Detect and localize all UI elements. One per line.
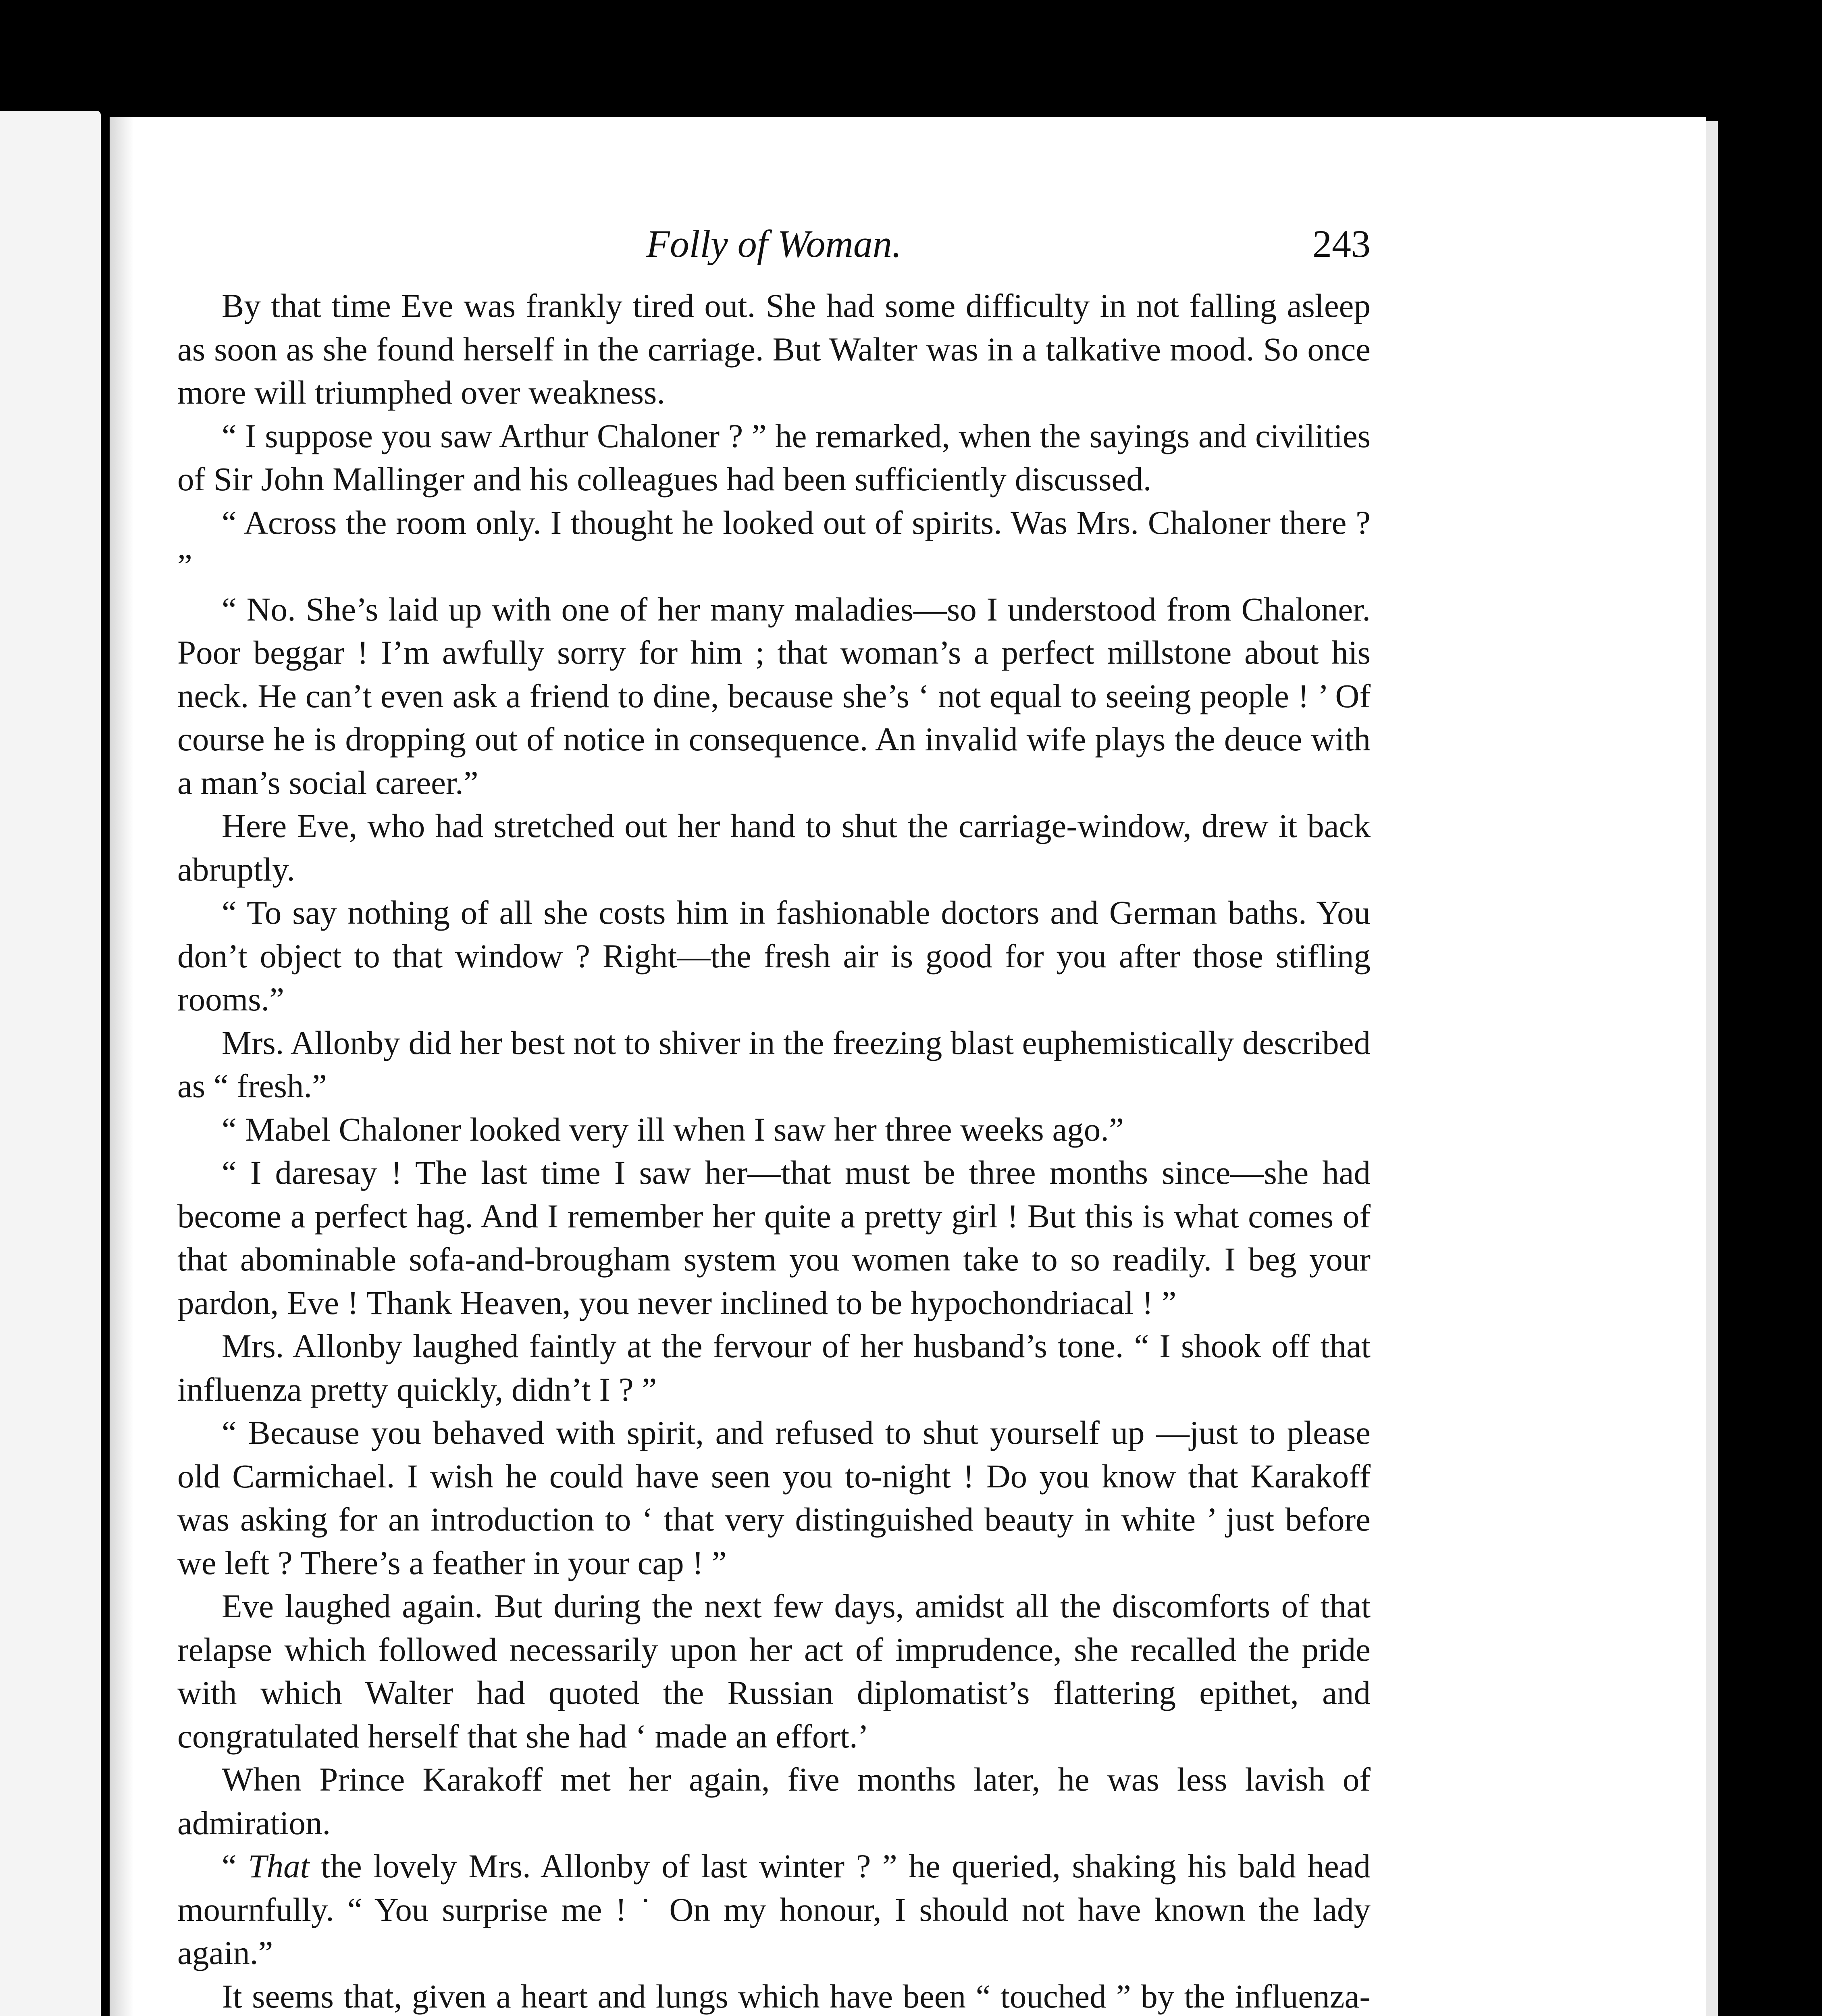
body-text xyxy=(177,284,1371,2016)
paragraph: Eve laughed again. But during the next few days, amidst all the discomforts of that relapse which followed necessarily upon her act of imprudence, she recalled the pride with which Walter had quoted the Russian diplomatist’s flattering epithet, and congratulated herself that she had ‘ made an effort.’ xyxy=(177,1587,1371,1755)
paragraph: Here Eve, who had stretched out her hand to shut the carriage-window, drew it back abruptly. xyxy=(177,807,1371,888)
paragraph: “ I suppose you saw Arthur Chaloner ? ” he remarked, when the sayings and civilities of Sir John Mallinger and his colleagues had been sufficiently discussed. xyxy=(177,417,1371,498)
running-title: Folly of Woman. xyxy=(646,222,902,265)
paragraph-that xyxy=(177,1845,1371,1975)
paragraph: “ Across the room only. I thought he looked out of spirits. Was Mrs. Chaloner there ? ” xyxy=(177,504,1371,584)
paragraph: “ No. She’s laid up with one of her many maladies—so I understood from Chaloner. Poor beggar ! I’m awfully sorry for him ; that woman’s a perfect millstone about his neck. He can’t even ask a friend to dine, because she’s ‘ not equal to seeing people ! ’ Of course he is dropping out of notice in consequence. An invalid wife plays the deuce with a man’s social career.” xyxy=(177,590,1371,801)
page-number: 243 xyxy=(1312,222,1371,265)
paragraph: Mrs. Allonby laughed faintly at the fervour of her husband’s tone. “ I shook off that influenza pretty quickly, didn’t I ? ” xyxy=(177,1327,1371,1408)
paragraph: “ I daresay ! The last time I saw her—that must be three months since—she had become a perfect hag. And I remember her quite a pretty girl ! But this is what comes of that abominable sofa-and-brougham system you women take to so readily. I beg your pardon, Eve ! Thank Heaven, you never inclined to be hypochondriacal ! ” xyxy=(177,1154,1371,1321)
paragraph: When Prince Karakoff met her again, five months later, he was less lavish of admiration. xyxy=(177,1761,1371,1841)
paragraph: “ To say nothing of all she costs him in fashionable doctors and German baths. You don’t object to that window ? Right—the fresh air is good for you after those stifling rooms.” xyxy=(177,894,1371,1018)
paragraph: “ Because you behaved with spirit, and refused to shut yourself up —just to please old Carmichael. I wish he could have seen you to-night ! Do you know that Karakoff was asking for an introduction to ‘ that very distinguished beauty in white ’ just before we left ? There’s a feather in your cap ! ” xyxy=(177,1414,1371,1581)
paragraph: Mrs. Allonby did her best not to shiver in the freezing blast euphemistically described as “ fresh.” xyxy=(177,1024,1371,1104)
paragraph-last: It seems that, given a heart and lungs which have been “ touched ” by the influenza- xyxy=(222,1977,1371,2015)
page-edge-right xyxy=(1706,121,1718,2016)
page-header xyxy=(177,214,1371,274)
paragraph-rest: the lovely Mrs. Allonby of last winter ? ” he queried, shaking his bald head mournfully. “ You surprise me ! ˙ On my honour, I should not have known the lady again.” xyxy=(177,1847,1371,1971)
paragraph: “ Mabel Chaloner looked very ill when I saw her three weeks ago.” xyxy=(222,1110,1124,1148)
paragraph: By that time Eve was frankly tired out. She had some difficulty in not falling asleep as soon as she found herself in the carriage. But Walter was in a talkative mood. So once more will triumphed over weakness. xyxy=(177,287,1371,411)
open-quote: “ xyxy=(222,1847,248,1885)
italic-word: That xyxy=(248,1847,310,1885)
facing-page-edge xyxy=(0,111,101,2016)
gutter-shadow xyxy=(110,117,134,2016)
